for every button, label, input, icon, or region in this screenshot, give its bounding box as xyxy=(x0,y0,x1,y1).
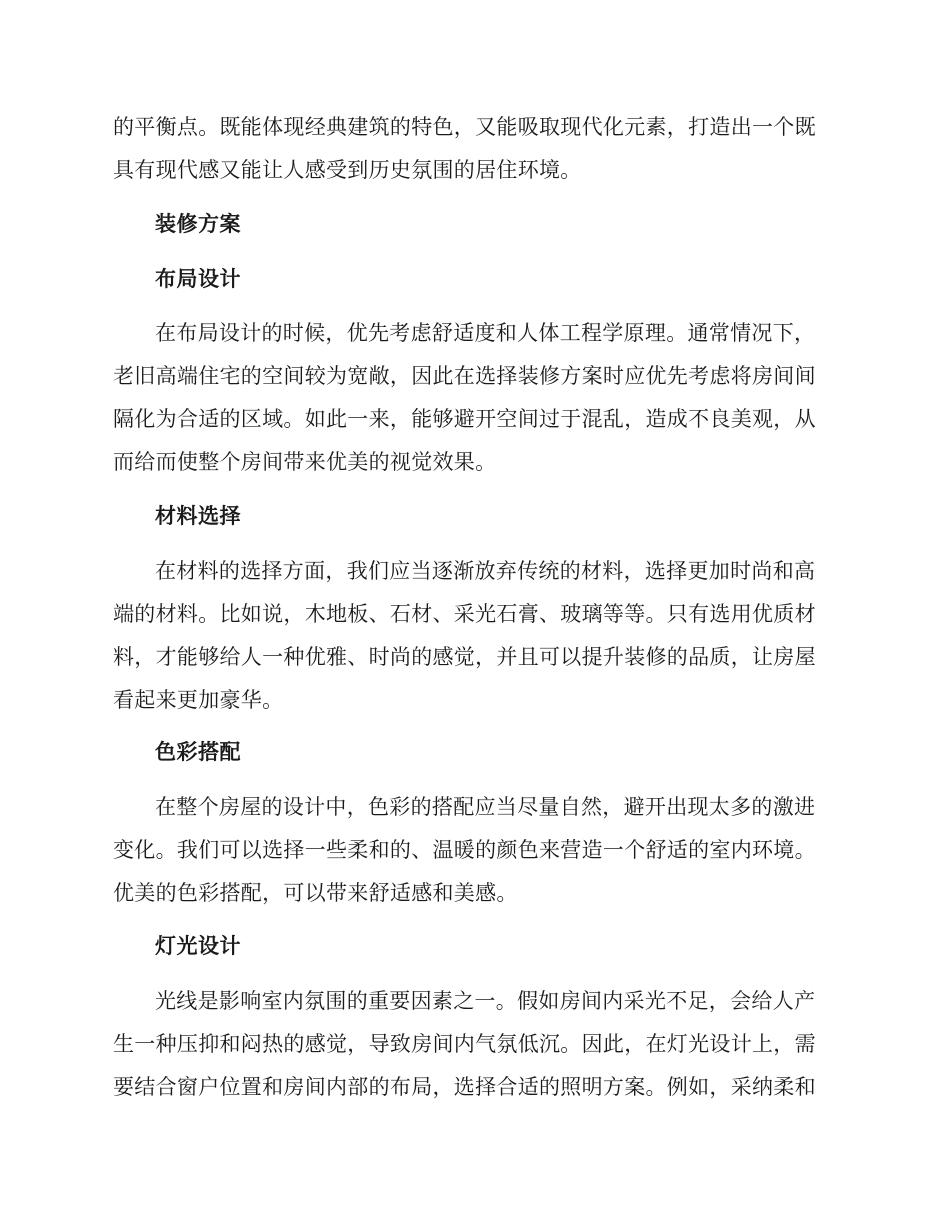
subsection-heading-colors: 色彩搭配 xyxy=(155,740,241,764)
subsection-heading-lighting: 灯光设计 xyxy=(155,934,241,958)
paragraph-line: 优美的色彩搭配，可以带来舒适感和美感。 xyxy=(113,881,518,905)
intro-paragraph xyxy=(113,106,833,192)
subsection-heading-layout: 布局设计 xyxy=(155,267,241,291)
materials-paragraph xyxy=(113,550,833,722)
paragraph-line: 而给而使整个房间带来优美的视觉效果。 xyxy=(113,450,497,474)
paragraph-line: 变化。我们可以选择一些柔和的、温暖的颜色来营造一个舒适的室内环境。 xyxy=(113,838,816,862)
paragraph-line: 的平衡点。既能体现经典建筑的特色，又能吸取现代化元素，打造出一个既 xyxy=(113,115,816,139)
paragraph-line: 端的材料。比如说，木地板、石材、采光石膏、玻璃等等。只有选用优质材 xyxy=(113,602,816,626)
paragraph-line: 老旧高端住宅的空间较为宽敞，因此在选择装修方案时应优先考虑将房间间 xyxy=(113,364,816,388)
paragraph-line: 在整个房屋的设计中，色彩的搭配应当尽量自然，避开出现太多的激进 xyxy=(155,795,816,819)
paragraph-line: 生一种压抑和闷热的感觉，导致房间内气氛低沉。因此，在灯光设计上，需 xyxy=(113,1032,816,1056)
colors-paragraph xyxy=(113,786,833,915)
paragraph-line: 要结合窗户位置和房间内部的布局，选择合适的照明方案。例如，采纳柔和 xyxy=(113,1075,816,1099)
section-title: 装修方案 xyxy=(155,212,241,236)
lighting-paragraph xyxy=(113,980,833,1109)
paragraph-line: 隔化为合适的区域。如此一来，能够避开空间过于混乱，造成不良美观，从 xyxy=(113,407,816,431)
paragraph-line: 在材料的选择方面，我们应当逐渐放弃传统的材料，选择更加时尚和高 xyxy=(155,559,816,583)
subsection-heading-materials: 材料选择 xyxy=(155,504,241,528)
paragraph-line: 看起来更加豪华。 xyxy=(113,688,284,712)
paragraph-line: 料，才能够给人一种优雅、时尚的感觉，并且可以提升装修的品质，让房屋 xyxy=(113,645,816,669)
paragraph-line: 在布局设计的时候，优先考虑舒适度和人体工程学原理。通常情况下， xyxy=(155,321,816,345)
paragraph-line: 光线是影响室内氛围的重要因素之一。假如房间内采光不足，会给人产 xyxy=(155,989,816,1013)
paragraph-line: 具有现代感又能让人感受到历史氛围的居住环境。 xyxy=(113,158,582,182)
layout-paragraph xyxy=(113,312,833,484)
